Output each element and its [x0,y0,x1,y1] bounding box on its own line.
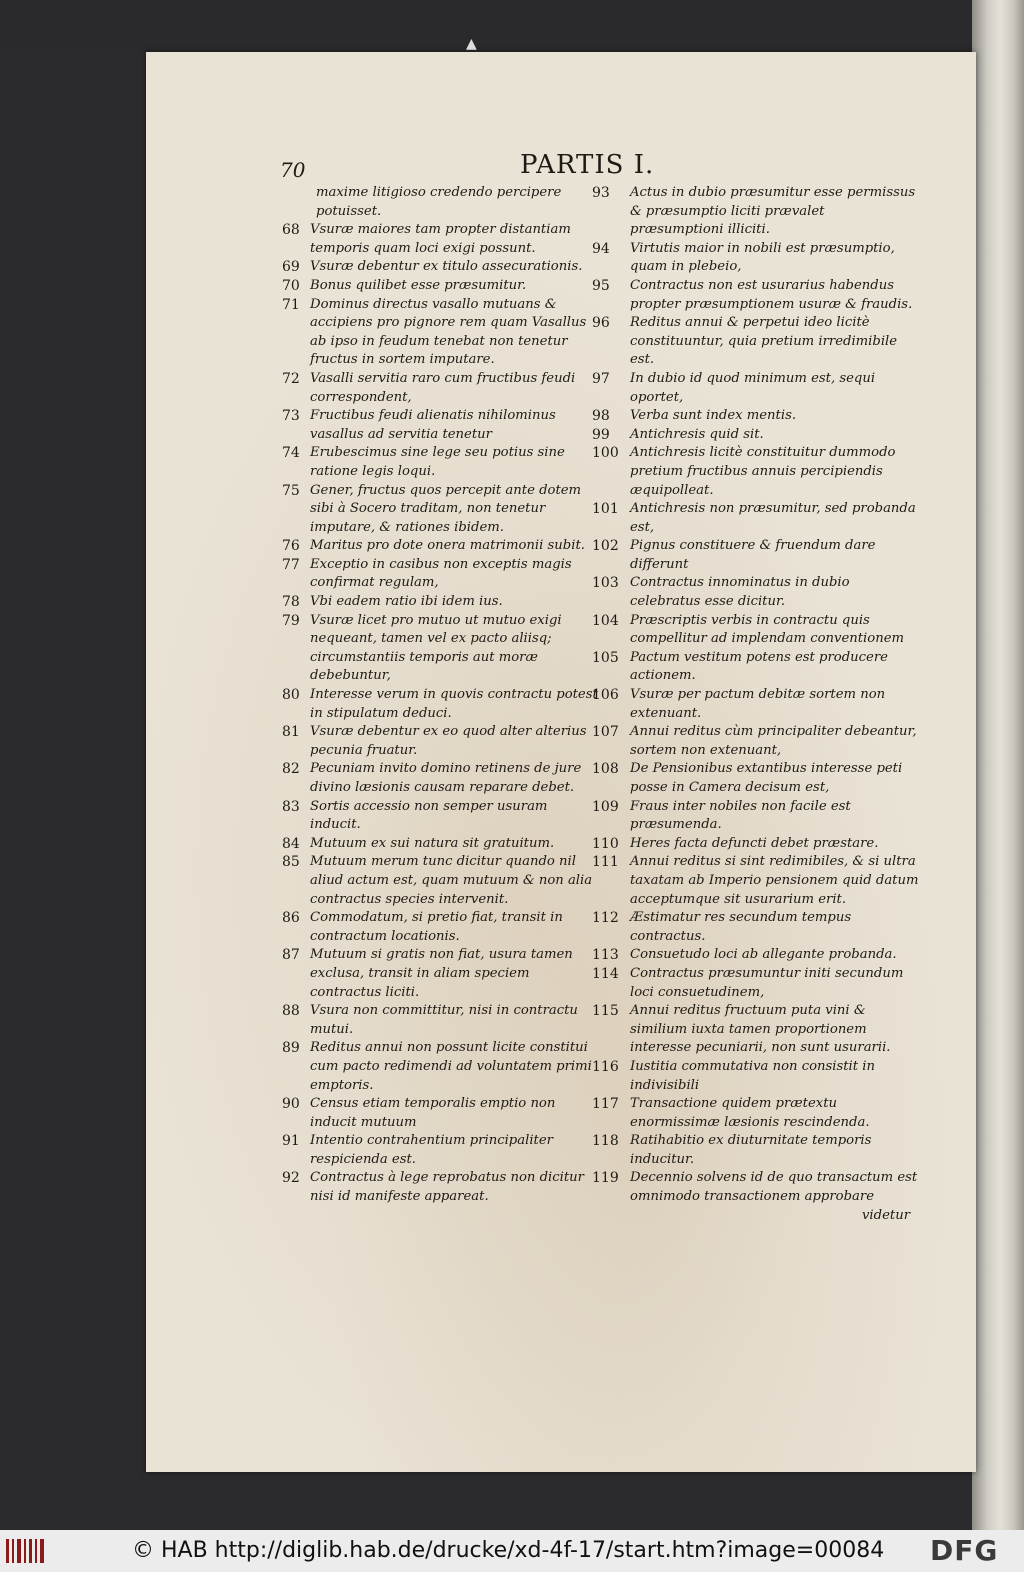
entry-text: Ratihabitio ex diuturnitate temporis inducitur. [630,1133,872,1167]
running-head: PARTIS I. [520,150,655,180]
entry-text: Fraus inter nobiles non facile est præsumenda. [630,798,851,833]
entry-text: Antichresis quid sit. [630,426,764,442]
index-entry [282,946,600,1002]
entry-text: Mutuum merum tunc dicitur quando nil aliud actum est, quam mutuum & non alia contractus species intervenit. [310,854,593,907]
next-page-edge [972,0,1024,1530]
left-column [282,184,600,1207]
index-entry [282,593,600,612]
index-entry [282,1169,600,1206]
entry-number: 84 [282,835,300,852]
index-entry [282,1132,600,1169]
entry-number: 103 [592,575,619,592]
index-entry [592,240,922,277]
entry-text: Dominus directus vasallo mutuans & accipiens pro pignore rem quam Vasallus ab ipso in feudum tenebat non tenetur fructus in sortem imputare. [310,296,587,368]
entry-number: 77 [282,556,300,573]
index-entry [592,965,922,1002]
entry-text: Gener, fructus quos percepit ante dotem sibi à Socero traditam, non tenetur imputare, & rationes ibidem. [310,482,582,535]
entry-text: Intentio contrahentium principaliter respicienda est. [310,1133,553,1167]
entry-text: Contractus innominatus in dubio celebratus esse dicitur. [630,575,850,610]
copyright-url[interactable]: © HAB http://diglib.hab.de/drucke/xd-4f-17/start.htm?image=00084 [132,1538,885,1563]
entry-number: 78 [282,594,300,611]
entry-number: 97 [592,370,610,387]
index-entry [592,537,922,574]
entry-text: Æstimatur res secundum tempus contractus. [630,910,852,944]
index-entry [592,649,922,686]
hab-barcode-logo-icon [6,1539,46,1563]
index-entry [592,853,922,909]
entry-text: Heres facta defuncti debet præstare. [630,835,879,851]
index-entry [592,612,922,649]
index-entry [282,1002,600,1039]
entry-text: Verba sunt index mentis. [630,408,797,424]
entry-number: 101 [592,501,619,518]
index-entry [592,1095,922,1132]
entry-number: 114 [592,965,619,982]
index-entry [282,1095,600,1132]
entry-text: Vasalli servitia raro cum fructibus feudi correspondent, [310,370,576,405]
entry-number: 105 [592,649,619,666]
entry-number: 87 [282,947,300,964]
entry-number: 109 [592,798,619,815]
entry-number: 112 [592,910,619,927]
index-entry [592,1169,922,1206]
entry-text: Contractus præsumuntur initi secundum loci consuetudinem, [630,965,904,1000]
index-entry [592,909,922,946]
entry-text: Annui reditus cùm principaliter debeantur, sortem non extenuant, [630,724,917,758]
entry-text: Actus in dubio præsumitur esse permissus & præsumptio liciti prævalet præsumptioni illiciti. [630,185,916,238]
entry-text: Pecuniam invito domino retinens de jure divino læsionis causam reparare debet. [310,761,582,795]
entry-number: 111 [592,854,619,871]
right-entry-list [592,184,922,1207]
index-entry [592,370,922,407]
entry-text: Reditus annui & perpetui ideo licitè constituuntur, quia pretium irredimibile est. [630,315,898,368]
index-entry [592,798,922,835]
entry-text: Reditus annui non possunt licite constitui cum pacto redimendi ad voluntatem primi emptoris. [310,1040,592,1093]
entry-text: Commodatum, si pretio fiat, transit in contractum locationis. [310,910,563,944]
index-entry [282,370,600,407]
index-entry [282,723,600,760]
entry-text: Mutuum ex sui natura sit gratuitum. [310,835,555,851]
entry-text: Antichresis licitè constituitur dummodo pretium fructibus annuis percipiendis æquipolleat. [630,445,896,498]
index-entry [592,723,922,760]
entry-text: Vsuræ maiores tam propter distantiam temporis quam loci exigi possunt. [310,222,571,256]
entry-text: Exceptio in casibus non exceptis magis confirmat regulam, [310,556,572,591]
index-entry [282,277,600,296]
entry-number: 88 [282,1003,300,1020]
entry-number: 80 [282,687,300,704]
entry-number: 68 [282,222,300,239]
entry-number: 99 [592,426,610,443]
entry-number: 118 [592,1133,619,1150]
entry-number: 83 [282,798,300,815]
entry-number: 69 [282,259,300,276]
entry-number: 71 [282,296,300,313]
index-entry [282,798,600,835]
entry-text: Decennio solvens id de quo transactum est omnimodo transactionem approbare [630,1170,918,1205]
entry-text: Sortis accessio non semper usuram inducit. [310,798,548,833]
index-entry [282,556,600,593]
entry-number: 81 [282,724,300,741]
entry-text: Annui reditus fructuum puta vini & similium iuxta tamen proportionem interesse pecuniarii, non sunt usurarii. [630,1003,891,1056]
index-entry [592,500,922,537]
index-entry [592,946,922,965]
index-entry [282,760,600,797]
entry-number: 86 [282,910,300,927]
entry-text: Maritus pro dote onera matrimonii subit. [310,538,585,554]
entry-number: 73 [282,408,300,425]
footer-bar [0,1530,1024,1572]
entry-text: Antichresis non præsumitur, sed probanda est, [630,501,916,535]
index-entry [592,277,922,314]
entry-number: 95 [592,277,610,294]
index-entry [282,1039,600,1095]
page-number: 70 [280,158,306,182]
entry-number: 75 [282,482,300,499]
entry-text: Annui reditus si sint redimibiles, & si ultra taxatam ab Imperio pensionem quid datum acceptumque sit usurarium erit. [630,854,919,907]
dfg-logo: DFG [930,1534,999,1567]
entry-text: Virtutis maior in nobili est præsumptio, quam in plebeio, [630,240,895,275]
entry-number: 104 [592,612,619,629]
entry-text: Pactum vestitum potens est producere actionem. [630,649,888,684]
entry-number: 106 [592,687,619,704]
index-entry [592,1058,922,1095]
index-entry [592,835,922,854]
entry-text: Vsuræ licet pro mutuo ut mutuo exigi nequeant, tamen vel ex pacto aliisq; circumstantiis temporis aut moræ debebuntur, [310,612,562,684]
entry-number: 102 [592,538,619,555]
index-entry [282,686,600,723]
entry-text: Census etiam temporalis emptio non inducit mutuum [310,1096,556,1130]
entry-text: Consuetudo loci ab allegante probanda. [630,947,897,963]
index-entry [592,686,922,723]
index-entry [592,314,922,370]
entry-number: 117 [592,1096,619,1113]
index-entry [282,221,600,258]
index-entry [592,760,922,797]
index-entry [592,444,922,500]
entry-number: 92 [282,1170,300,1187]
entry-text: Præscriptis verbis in contractu quis compellitur ad implendam conventionem [630,612,905,647]
index-entry [282,296,600,370]
entry-number: 108 [592,761,619,778]
entry-text: Contractus à lege reprobatus non dicitur nisi id manifeste appareat. [310,1170,584,1205]
entry-number: 119 [592,1170,619,1187]
entry-text: Iustitia commutativa non consistit in indivisibili [630,1058,875,1093]
continued-entry: maxime litigioso credendo percipere potuisset. [316,185,562,219]
entry-number: 85 [282,854,300,871]
entry-text: Erubescimus sine lege seu potius sine ratione legis loqui. [310,445,565,479]
entry-number: 96 [592,315,610,332]
entry-number: 79 [282,612,300,629]
index-entry [282,444,600,481]
entry-text: Fructibus feudi alienatis nihilominus vasallus ad servitia tenetur [310,408,556,442]
index-entry [592,407,922,426]
entry-text: Vsuræ debentur ex eo quod alter alterius pecunia fruatur. [310,724,587,758]
index-entry [592,1002,922,1058]
entry-text: De Pensionibus extantibus interesse peti posse in Camera decisum est, [630,761,903,795]
entry-number: 115 [592,1003,619,1020]
entry-text: In dubio id quod minimum est, sequi oportet, [630,370,876,405]
entry-number: 89 [282,1040,300,1057]
entry-text: Bonus quilibet esse præsumitur. [310,277,527,293]
entry-number: 93 [592,185,610,201]
caret-mark-icon: ▲ [466,36,477,52]
left-entry-list [282,221,600,1206]
entry-number: 72 [282,370,300,387]
index-entry [282,482,600,538]
entry-number: 76 [282,538,300,555]
entry-number: 94 [592,240,610,257]
entry-number: 70 [282,277,300,294]
entry-text: Contractus non est usurarius habendus propter præsumptionem usuræ & fraudis. [630,277,913,312]
right-column [592,184,922,1225]
index-entry [592,1132,922,1169]
index-entry [592,184,922,240]
entry-number: 74 [282,445,300,462]
entry-number: 110 [592,835,619,852]
entry-number: 113 [592,947,619,964]
entry-text: Pignus constituere & fruendum dare differunt [630,538,876,572]
index-entry [282,835,600,854]
entry-text: Interesse verum in quovis contractu potest in stipulatum deduci. [310,687,598,721]
index-entry [282,258,600,277]
entry-number: 91 [282,1133,300,1150]
index-entry [282,537,600,556]
entry-text: Vsuræ per pactum debitæ sortem non extenuant. [630,687,886,721]
entry-number: 82 [282,761,300,778]
entry-number: 116 [592,1058,619,1075]
entry-number: 98 [592,408,610,425]
entry-text: Vsura non committitur, nisi in contractu mutui. [310,1003,578,1037]
index-entry [282,853,600,909]
index-entry [282,909,600,946]
entry-text: Transactione quidem prætextu enormissimæ læsionis rescindenda. [630,1096,870,1130]
index-entry [282,612,600,686]
entry-number: 107 [592,724,619,741]
entry-text: Mutuum si gratis non fiat, usura tamen exclusa, transit in aliam speciem contractus liciti. [310,947,573,1000]
catchword: videtur [861,1207,910,1223]
index-entry [592,426,922,445]
entry-text: Vbi eadem ratio ibi idem ius. [310,594,503,610]
index-entry [592,574,922,611]
entry-number: 100 [592,445,619,462]
index-entry [282,407,600,444]
scan-background [0,0,1024,50]
entry-number: 90 [282,1096,300,1113]
entry-text: Vsuræ debentur ex titulo assecurationis. [310,259,583,275]
